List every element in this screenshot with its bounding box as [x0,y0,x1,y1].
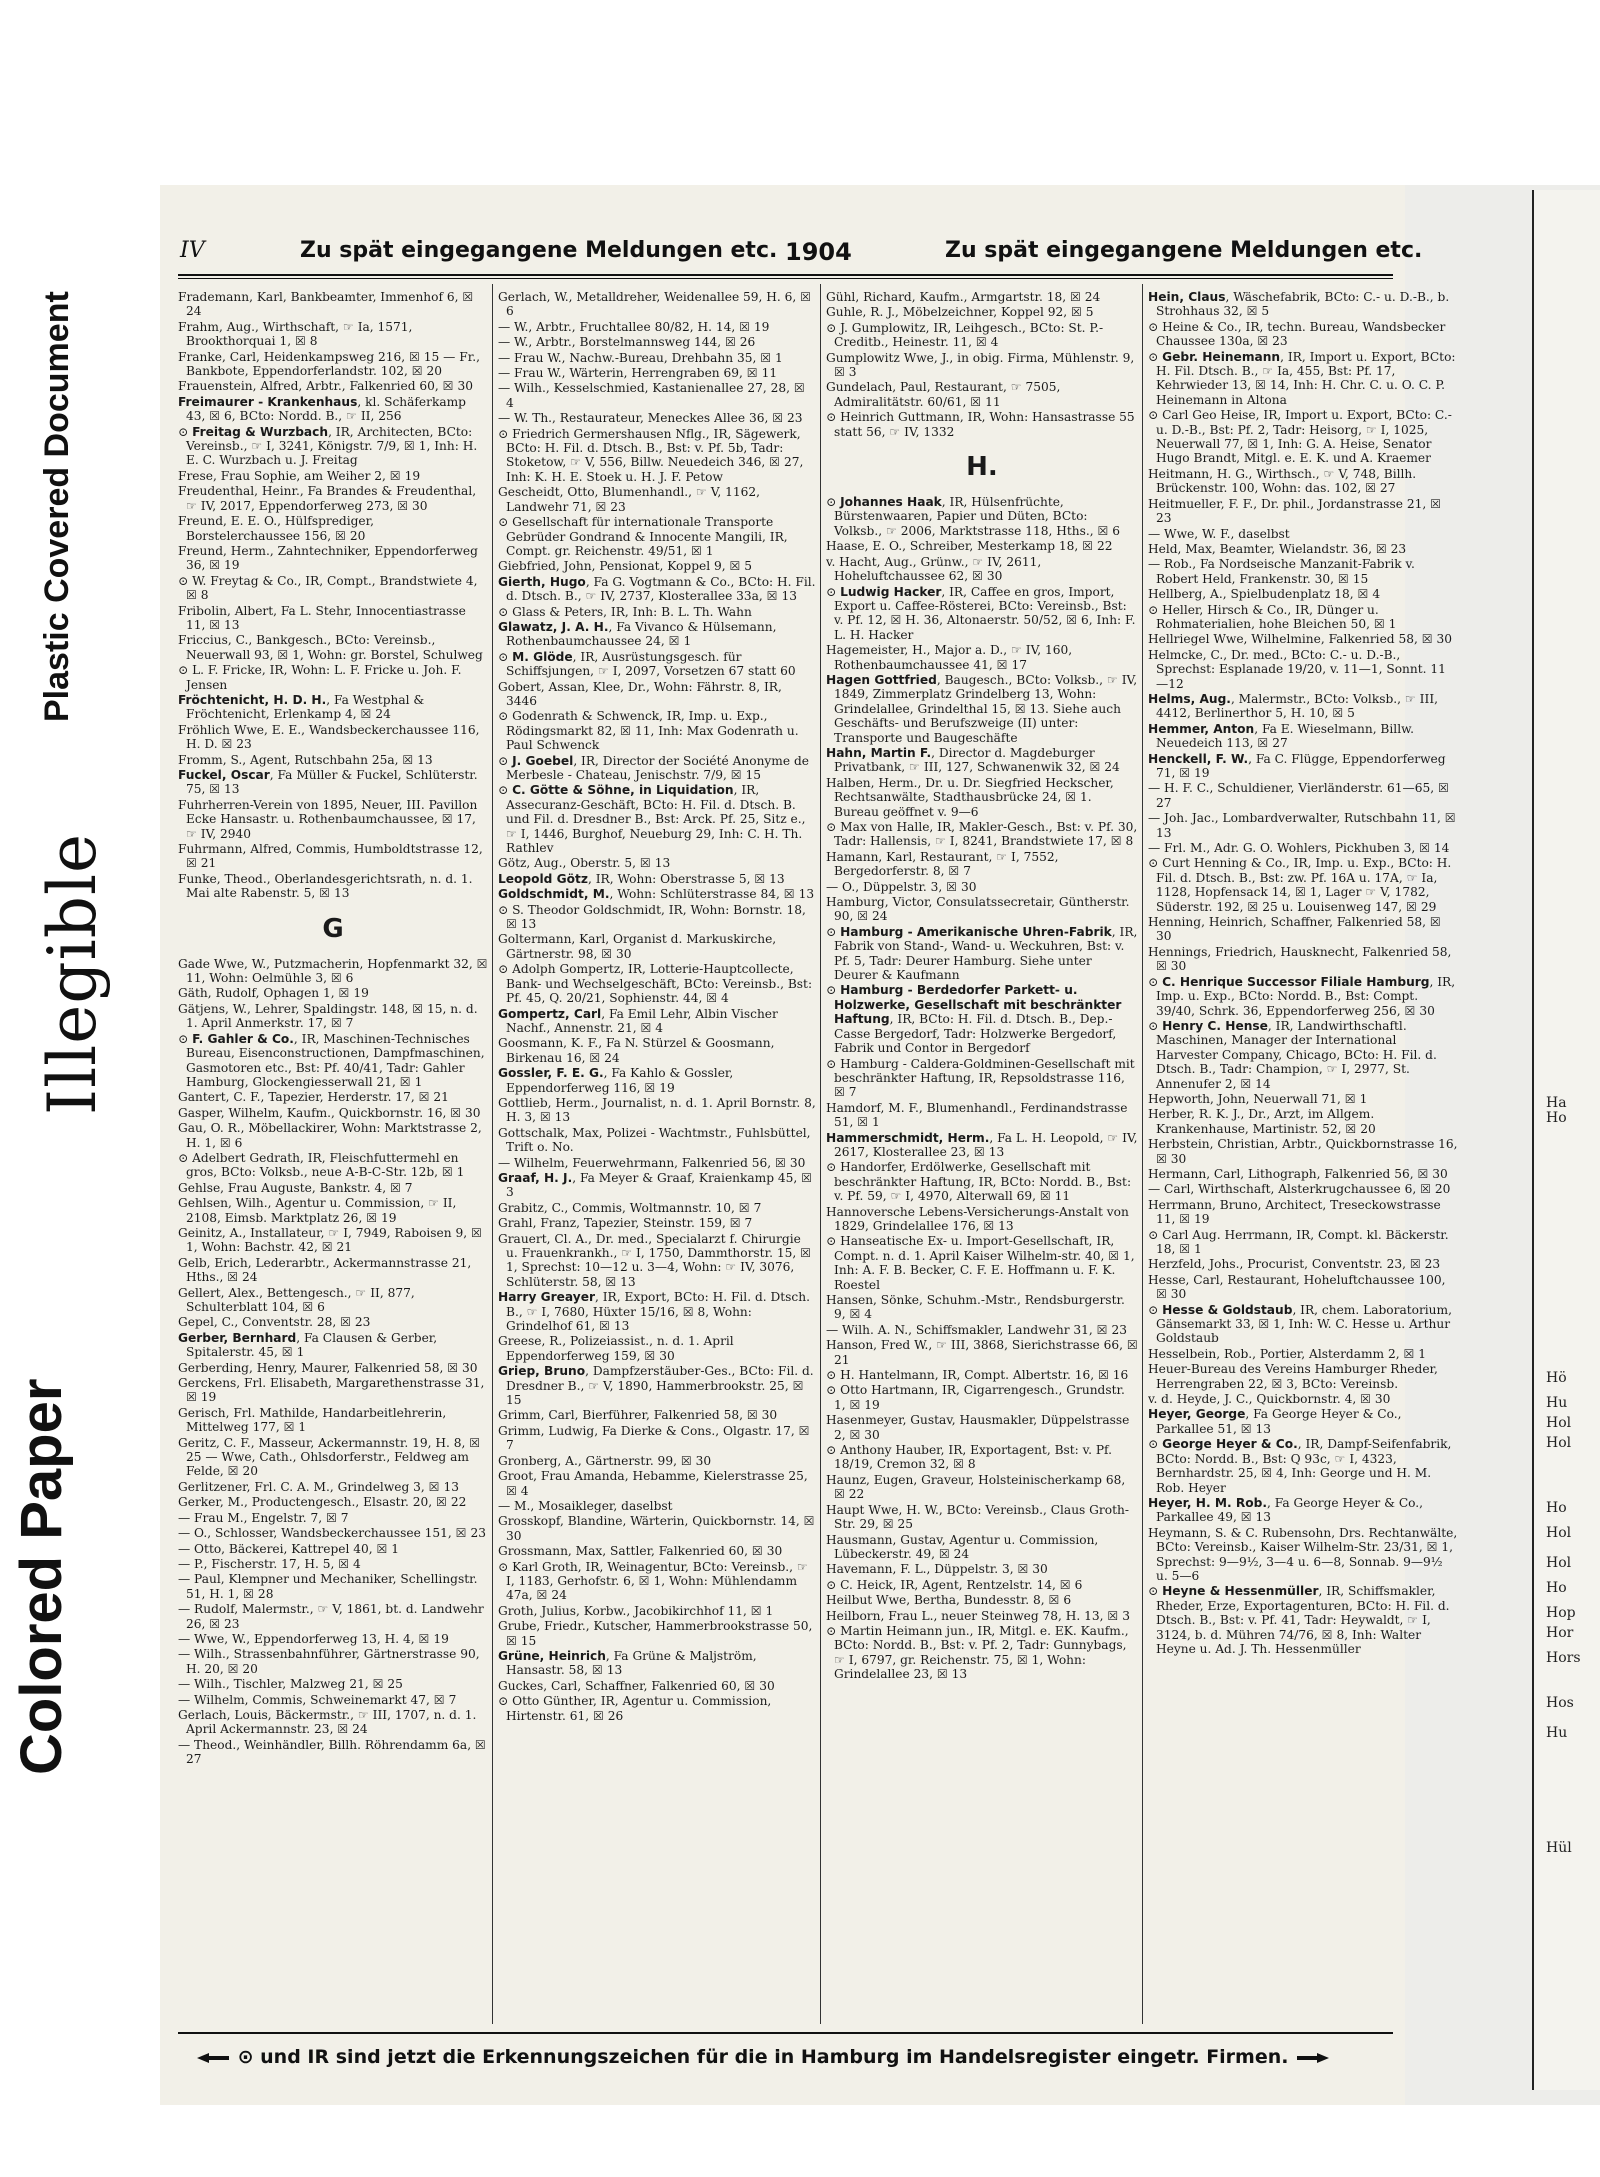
directory-entry: ⊙ Hesse & Goldstaub, IR, chem. Laboratorium, Gänsemarkt 33, ☒ 1, Inh: W. C. Hesse u. Arthur Goldstaub [1148,1302,1452,1346]
directory-entry: Heymann, S. & C. Rubensohn, Drs. Rechtanwälte, BCto: Vereinsb., Kaiser Wilhelm-Str. 23/31, ☒ 1, Sprechst: 9—9½, 3—4 u. 6—8, Sonnab. 9—9½ u. 5—6 [1148,1525,1458,1583]
directory-entry: — P., Fischerstr. 17, H. 5, ☒ 4 [178,1556,361,1571]
directory-entry: ⊙ Heyne & Hessenmüller, IR, Schiffsmakler, Rheder, Erze, Exportagenturen, BCto: H. Fil. d. Dtsch. B., Bst: v. Pf. 41, Tadr: Heywaldt, ☞ I, 3124, b. d. Mühren 74/76, ☒ 8, Inh: Walter Heyne u. Ad. J. Th. Hessenmüller [1148,1584,1450,1656]
directory-entry: — Carl, Wirthschaft, Alsterkrugchaussee 6, ☒ 20 [1148,1182,1451,1197]
entry-name: Gerber, Bernhard [178,1330,297,1345]
entry-name: M. Glöde [512,649,573,664]
directory-entry: ⊙ Ludwig Hacker, IR, Caffee en gros, Import, Export u. Caffee-Rösterei, BCto: Vereinsb., Bst: v. Pf. 12, ☒ H. 36, Altonaerstr. 50/52, ☒ 6, Inh: F. L. H. Hacker [826,584,1136,642]
directory-entry: Hepworth, John, Neuerwall 71, ☒ 1 [1148,1091,1368,1106]
directory-entry: Leopold Götz, IR, Wohn: Oberstrasse 5, ☒ 13 [498,871,785,886]
directory-entry: Gierth, Hugo, Fa G. Vogtmann & Co., BCto: H. Fil. d. Dtsch. B., ☞ IV, 2737, Klosterallee 33a, ☒ 13 [498,574,816,604]
directory-entry: Halben, Herm., Dr. u. Dr. Siegfried Heckscher, Rechtsanwälte, Stadthausbrücke 24, ☒ 1. Bureau geöffnet v. 9—6 [826,775,1114,819]
directory-entry: ⊙ W. Freytag & Co., IR, Compt., Brandstwiete 4, ☒ 8 [178,573,478,603]
directory-entry: — O., Schlosser, Wandsbeckerchaussee 151, ☒ 23 [178,1526,486,1541]
directory-entry: Guhle, R. J., Möbelzeichner, Koppel 92, ☒ 5 [826,305,1094,320]
adjacent-page-fragment: Hol [1546,1435,1572,1451]
directory-entry: Fuhrherren-Verein von 1895, Neuer, III. Pavillon Ecke Hansastr. u. Rothenbaumchaussee, ☒ 17, ☞ IV, 2940 [178,797,478,841]
directory-entry: Hamdorf, M. F., Blumenhandl., Ferdinandstrasse 51, ☒ 1 [826,1100,1128,1130]
adjacent-page-strip [1532,190,1600,2090]
directory-entry: — Wilh. A. N., Schiffsmakler, Landwehr 31, ☒ 23 [826,1322,1127,1337]
adjacent-page-fragment: Hu [1546,1725,1568,1741]
directory-entry: Freimaurer - Krankenhaus, kl. Schäferkamp 43, ☒ 6, BCto: Nordd. B., ☞ II, 256 [178,394,466,424]
directory-entry: Grube, Friedr., Kutscher, Hammerbrookstrasse 50, ☒ 15 [498,1619,813,1648]
directory-entry: ⊙ Hamburg - Amerikanische Uhren-Fabrik, IR, Fabrik von Stand-, Wand- u. Weckuhren, Bst: v. Pf. 5, Tadr: Deurer Hamburg. Siehe unter Deurer & Kaufmann [826,924,1138,983]
directory-entry: Gompertz, Carl, Fa Emil Lehr, Albin Vischer Nachf., Annenstr. 21, ☒ 4 [498,1006,778,1035]
entry-name: Graaf, H. J. [498,1170,573,1185]
directory-entry: ⊙ Handorfer, Erdölwerke, Gesellschaft mit beschränkter Haftung, IR, BCto: Nordd. B., Bst: v. Pf. 59, ☞ I, 4970, Alterwall 69, ☒ 11 [826,1160,1132,1204]
entry-name: J. Goebel [512,753,574,768]
adjacent-page-fragment: Hop [1546,1605,1576,1621]
directory-entry: Gasper, Wilhelm, Kaufm., Quickbornstr. 16, ☒ 30 [178,1105,481,1120]
adjacent-page-fragment: Ho [1546,1580,1567,1596]
directory-entry: ⊙ Carl Geo Heise, IR, Import u. Export, BCto: C.- u. D.-B., Bst: Pf. 2, Tadr: Heisorg, ☞ I, 1025, Neuerwall 77, ☒ 1, Inh: G. A. Heise, Senator Hugo Brandt, Mitgl. e. E. K. und A. Kraemer [1148,408,1452,466]
directory-entry: Herber, R. K. J., Dr., Arzt, im Allgem. Krankenhause, Martinistr. 52, ☒ 20 [1148,1107,1376,1136]
directory-entry: Fröhlich Wwe, E. E., Wandsbeckerchaussee 116, H. D. ☒ 23 [178,722,480,752]
directory-entry: Gehlse, Frau Auguste, Bankstr. 4, ☒ 7 [178,1180,413,1195]
directory-entry: Hasenmeyer, Gustav, Hausmakler, Düppelstrasse 2, ☒ 30 [826,1413,1130,1442]
directory-entry: — Wwe, W. F., daselbst [1148,526,1290,541]
directory-column-2 [498,290,816,2025]
directory-entry: Harry Greayer, IR, Export, BCto: H. Fil. d. Dtsch. B., ☞ I, 7680, Hüxter 15/16, ☒ 8, Wohn: Grindelhof 61, ☒ 13 [498,1290,810,1334]
directory-column-3 [826,290,1138,2025]
side-label-colored: Colored Paper [9,1378,74,1775]
directory-entry: ⊙ Johannes Haak, IR, Hülsenfrüchte, Bürstenwaaren, Papier und Düten, BCto: Volksb., ☞ 2006, Marktstrasse 118, Hths., ☒ 6 [826,495,1121,538]
directory-entry: ⊙ Hamburg - Berdedorfer Parkett- u. Holzwerke, Gesellschaft mit beschränkter Haftung, IR, BCto: H. Fil. d. Dtsch. B., Dep.-Casse Bergedorf, Tadr: Holzwerke Bergedorf, Fabrik und Contor in Bergedorf [826,983,1122,1056]
directory-entry: Gantert, C. F., Tapezier, Herderstr. 17, ☒ 21 [178,1090,449,1105]
directory-entry: Frese, Frau Sophie, am Weiher 2, ☒ 19 [178,468,421,483]
footer-note: ⊙ und IR sind jetzt die Erkennungszeichen für die in Hamburg im Handelsregister eingetr. Firmen. [237,2046,1289,2068]
directory-entry: ⊙ Gesellschaft für internationale Transporte Gebrüder Gondrand & Innocente Mangili, IR, Compt. gr. Reichenstr. 49/51, ☒ 1 [498,515,788,558]
directory-entry: — Wilhelm, Commis, Schweinemarkt 47, ☒ 7 [178,1692,457,1707]
adjacent-page-fragment: Hol [1546,1525,1572,1541]
directory-entry: Heuer-Bureau des Vereins Hamburger Rheder, Herrengraben 22, ☒ 3, BCto: Vereinsb. [1148,1362,1438,1391]
directory-entry: — W. Th., Restaurateur, Meneckes Allee 36, ☒ 23 [498,411,803,426]
directory-entry: — H. F. C., Schuldiener, Vierländerstr. 61—65, ☒ 27 [1148,781,1449,810]
directory-entry: — Wilh., Tischler, Malzweg 21, ☒ 25 [178,1677,403,1692]
directory-entry: Freudenthal, Heinr., Fa Brandes & Freudenthal, ☞ IV, 2017, Eppendorferweg 273, ☒ 30 [178,484,477,513]
directory-entry: Gerckens, Frl. Elisabeth, Margarethenstrasse 31, ☒ 19 [178,1376,485,1405]
directory-entry: ⊙ J. Gumplowitz, IR, Leihgesch., BCto: St. P.-Creditb., Heinestr. 11, ☒ 4 [826,320,1104,350]
directory-entry: — Wilh., Kesselschmied, Kastanienallee 27, 28, ☒ 4 [498,381,805,410]
directory-entry: Herzfeld, Johs., Procurist, Conventstr. 23, ☒ 23 [1148,1257,1441,1272]
entry-name: Hamburg - Amerikanische Uhren-Fabrik [840,924,1112,939]
directory-entry: ⊙ C. Heick, IR, Agent, Rentzelstr. 14, ☒ 6 [826,1577,1083,1592]
entry-name: Henry C. Hense [1162,1018,1268,1033]
directory-entry: Goosmann, K. F., Fa N. Stürzel & Goosmann, Birkenau 16, ☒ 24 [498,1036,775,1065]
directory-entry: ⊙ C. Götte & Söhne, in Liquidation, IR, Assecuranz-Geschäft, BCto: H. Fil. d. Dtsch. B. und Fil. d. Dresdner B., Bst: Arck. Pf. 25, Sitz e., ☞ I, 1446, Burghof, Neueburg 29, Inh: C. H. Th. Rathlev [498,783,806,856]
adjacent-page-fragment: Ha [1546,1095,1567,1111]
directory-entry: — Rudolf, Malermstr., ☞ V, 1861, bt. d. Landwehr 26, ☒ 23 [178,1602,484,1631]
directory-entry: Gerker, M., Productengesch., Elsastr. 20, ☒ 22 [178,1495,467,1510]
page-footer [195,2046,1395,2086]
directory-entry: Gundelach, Paul, Restaurant, ☞ 7505, Admiralitätstr. 60/61, ☒ 11 [826,380,1061,409]
directory-entry: Groot, Frau Amanda, Hebamme, Kielerstrasse 25, ☒ 4 [498,1469,808,1498]
directory-entry: Hanson, Fred W., ☞ III, 3868, Sierichstrasse 66, ☒ 21 [826,1338,1138,1367]
header-rule-thin [178,278,1393,279]
directory-entry: ⊙ F. Gahler & Co., IR, Maschinen-Technisches Bureau, Eisenconstructionen, Dampfmaschinen, Gasmotoren etc., Bst: Pf. 40/41, Tadr: Gahler Hamburg, Glockengiesserwall 21, ☒ 1 [178,1031,485,1089]
adjacent-page-fragment: Hö [1546,1370,1567,1386]
directory-entry: Gescheidt, Otto, Blumenhandl., ☞ V, 1162, Landwehr 71, ☒ 23 [498,485,761,514]
directory-entry: Hausmann, Gustav, Agentur u. Commission, Lübeckerstr. 49, ☒ 24 [826,1532,1099,1561]
directory-entry: Gobert, Assan, Klee, Dr., Wohn: Fährstr. 8, IR, 3446 [498,679,782,708]
directory-entry: — Rob., Fa Nordseische Manzanit-Fabrik v. Robert Held, Frankenstr. 30, ☒ 15 [1148,557,1415,586]
directory-entry: ⊙ Henry C. Hense, IR, Landwirthschaftl. Maschinen, Manager der International Harvester Company, Chicago, BCto: H. Fil. d. Dtsch. B., Tadr: Champion, ☞ I, 2977, St. Annenufer 2, ☒ 14 [1148,1018,1437,1091]
directory-entry: Hellberg, A., Spielbudenplatz 18, ☒ 4 [1148,587,1381,602]
directory-entry: Gätjens, W., Lehrer, Spaldingstr. 148, ☒ 15, n. d. 1. April Anmerkstr. 17, ☒ 7 [178,1001,478,1031]
directory-entry: — Paul, Klempner und Mechaniker, Schellingstr. 51, H. 1, ☒ 28 [178,1572,478,1601]
adjacent-page-fragment: Hül [1546,1840,1572,1856]
entry-name: Glawatz, J. A. H. [498,619,609,634]
entry-name: F. Gahler & Co. [192,1031,294,1046]
directory-entry: — Wilh., Strassenbahnführer, Gärtnerstrasse 90, H. 20, ☒ 20 [178,1647,480,1676]
entry-name: Hagen Gottfried [826,672,937,687]
adjacent-page-fragment: Hor [1546,1625,1574,1641]
directory-entry: Götz, Aug., Oberstr. 5, ☒ 13 [498,856,671,871]
directory-entry: Fröchtenicht, H. D. H., Fa Westphal & Fröchtenicht, Erlenkamp 4, ☒ 24 [178,692,425,722]
directory-entry: Hermann, Carl, Lithograph, Falkenried 56, ☒ 30 [1148,1166,1448,1181]
directory-entry: Hesse, Carl, Restaurant, Hoheluftchaussee 100, ☒ 30 [1148,1272,1446,1302]
directory-entry: ⊙ Hanseatische Ex- u. Import-Gesellschaft, IR, Compt. n. d. 1. April Kaiser Wilhelm-str. 40, ☒ 1, Inh: A. F. B. Becker, C. F. E. Hoffmann u. F. K. Roestel [826,1234,1135,1292]
directory-entry: Heilborn, Frau L., neuer Steinweg 78, H. 13, ☒ 3 [826,1608,1130,1623]
directory-entry: Heilbut Wwe, Bertha, Bundesstr. 8, ☒ 6 [826,1593,1072,1608]
side-label-illegible: Illegible [34,832,111,1115]
entry-name: Gebr. Heinemann [1162,349,1281,364]
directory-entry: Heitmann, H. G., Wirthsch., ☞ V, 748, Billh. Brückenstr. 100, Wohn: das. 102, ☒ 27 [1148,466,1417,496]
entry-name: Grüne, Heinrich [498,1648,606,1663]
directory-entry: Hamburg, Victor, Consulatssecretair, Güntherstr. 90, ☒ 24 [826,895,1130,924]
entry-name: George Heyer & Co. [1162,1437,1298,1452]
column-divider [820,284,821,2024]
entry-name: Hammerschmidt, Herm. [826,1130,990,1145]
directory-entry: Heitmueller, F. F., Dr. phil., Jordanstrasse 21, ☒ 23 [1148,496,1442,526]
directory-entry: Herrmann, Bruno, Architect, Treseckowstrasse 11, ☒ 19 [1148,1197,1441,1227]
directory-entry: Gerlach, W., Metalldreher, Weidenallee 59, H. 6, ☒ 6 [498,290,812,319]
section-letter-heading: G [322,913,344,944]
entry-name: Heyne & Hessenmüller [1162,1584,1319,1599]
entry-name: Ludwig Hacker [840,584,942,599]
column-divider [1142,284,1143,2024]
directory-entry: Gerisch, Frl. Mathilde, Handarbeitlehrerin, Mittelweg 177, ☒ 1 [178,1405,447,1435]
directory-entry: Gühl, Richard, Kaufm., Armgartstr. 18, ☒ 24 [826,290,1101,304]
column-divider [492,284,493,2024]
directory-entry: Gade Wwe, W., Putzmacherin, Hopfenmarkt 32, ☒ 11, Wohn: Oelmühle 3, ☒ 6 [178,956,488,986]
entry-name: Gossler, F. E. G. [498,1066,604,1081]
directory-entry: ⊙ Karl Groth, IR, Weinagentur, BCto: Vereinsb., ☞ I, 1183, Gerhofstr. 6, ☒ 1, Wohn: Mühlendamm 47a, ☒ 24 [498,1559,808,1603]
directory-entry: Greese, R., Polizeiassist., n. d. 1. April Eppendorferweg 159, ☒ 30 [498,1334,734,1363]
directory-entry: — Theod., Weinhändler, Billh. Röhrendamm 6a, ☒ 27 [178,1737,486,1767]
entry-name: Hemmer, Anton [1148,721,1255,736]
entry-name: Johannes Haak [840,495,942,510]
directory-entry: ⊙ Hamburg - Caldera-Goldminen-Gesellschaft mit beschränkter Haftung, IR, Repsoldstrasse 116, ☒ 7 [826,1056,1135,1100]
directory-entry: Gehlsen, Wilh., Agentur u. Commission, ☞ II, 2108, Eimsb. Marktplatz 26, ☒ 19 [178,1196,457,1225]
entry-name: Henckell, F. W. [1148,751,1249,766]
directory-entry: Glawatz, J. A. H., Fa Vivanco & Hülsemann, Rothenbaumchaussee 24, ☒ 1 [498,619,777,649]
directory-entry: Hein, Claus, Wäschefabrik, BCto: C.- u. D.-B., b. Strohhaus 32, ☒ 5 [1148,290,1450,319]
entry-name: Fröchtenicht, H. D. H. [178,692,327,707]
header-title-right: Zu spät eingegangene Meldungen etc. [945,238,1423,263]
directory-entry: Grauert, Cl. A., Dr. med., Specialarzt f. Chirurgie u. Frauenkrankh., ☞ I, 1750, Dammthorstr. 15, ☒ 1, Sprechst: 10—12 u. 3—4, Wohn: ☞ IV, 3076, Schlüterstr. 58, ☒ 13 [498,1231,811,1289]
entry-name: Hein, Claus [1148,290,1226,304]
directory-entry: Grosskopf, Blandine, Wärterin, Quickbornstr. 14, ☒ 30 [498,1514,815,1543]
directory-entry: Fribolin, Albert, Fa L. Stehr, Innocentiastrasse 11, ☒ 13 [178,603,466,632]
pointing-hand-left-icon [195,2051,231,2065]
directory-entry: Hannoversche Lebens-Versicherungs-Anstalt von 1829, Grindelallee 176, ☒ 13 [826,1204,1129,1233]
directory-entry: Gronberg, A., Gärtnerstr. 99, ☒ 30 [498,1453,712,1468]
directory-entry: Henning, Heinrich, Schaffner, Falkenried 58, ☒ 30 [1148,915,1441,944]
page-header [180,232,1423,272]
entry-name: Hesse & Goldstaub [1162,1302,1293,1317]
directory-entry: Haunz, Eugen, Graveur, Holsteinischerkamp 68, ☒ 22 [826,1472,1126,1502]
directory-entry: Heyer, George, Fa George Heyer & Co., Parkallee 51, ☒ 13 [1148,1407,1402,1436]
directory-entry: Gellert, Alex., Bettengesch., ☞ II, 877, Schulterblatt 104, ☒ 6 [178,1285,415,1314]
directory-entry: ⊙ L. F. Fricke, IR, Wohn: L. F. Fricke u. Joh. F. Jensen [178,663,462,692]
directory-entry: ⊙ Heller, Hirsch & Co., IR, Dünger u. Rohmaterialien, hohe Bleichen 50, ☒ 1 [1148,602,1397,631]
entry-name: Harry Greayer [498,1290,595,1305]
directory-entry: Hagen Gottfried, Baugesch., BCto: Volksb., ☞ IV, 1849, Zimmerplatz Grindelberg 13, Wohn: Grindelallee, Grindelthal 15, ☒ 13. Siehe auch Geschäfts- und Berufszweige (II) unter: Transporte und Baugeschäfte [826,672,1138,745]
adjacent-page-fragment: Hu [1546,1395,1568,1411]
directory-entry: Haupt Wwe, H. W., BCto: Vereinsb., Claus Groth-Str. 29, ☒ 25 [826,1502,1129,1532]
directory-entry: Grahl, Franz, Tapezier, Steinstr. 159, ☒ 7 [498,1216,753,1231]
directory-entry: ⊙ Otto Hartmann, IR, Cigarrengesch., Grundstr. 1, ☒ 19 [826,1383,1125,1412]
directory-entry: Grüne, Heinrich, Fa Grüne & Maljström, Hansastr. 58, ☒ 13 [498,1648,757,1678]
directory-entry: ⊙ Max von Halle, IR, Makler-Gesch., Bst: v. Pf. 30, Tadr: Hallensis, ☞ I, 8241, Brandstwiete 17, ☒ 8 [826,820,1138,849]
directory-entry: Gau, O. R., Möbellackirer, Wohn: Marktstrasse 2, H. 1, ☒ 6 [178,1121,482,1150]
directory-entry: Gäth, Rudolf, Ophagen 1, ☒ 19 [178,986,369,1001]
directory-entry: Hellriegel Wwe, Wilhelmine, Falkenried 58, ☒ 30 [1148,632,1453,647]
entry-name: Fuckel, Oscar [178,768,270,782]
adjacent-page-fragment: Hol [1546,1415,1572,1431]
directory-entry: Gerber, Bernhard, Fa Clausen & Gerber, Spitalerstr. 45, ☒ 1 [178,1330,438,1360]
directory-entry: Frauenstein, Alfred, Arbtr., Falkenried 60, ☒ 30 [178,379,473,394]
pointing-hand-right-icon [1295,2051,1331,2065]
directory-entry: ⊙ Otto Günther, IR, Agentur u. Commission, Hirtenstr. 61, ☒ 26 [498,1694,772,1723]
page-number: IV [180,238,205,263]
directory-entry: ⊙ Gebr. Heinemann, IR, Import u. Export, BCto: H. Fil. Dtsch. B., ☞ Ia, 455, Bst: Pf. 17, Kehrwieder 13, ☒ 14, Inh: H. Chr. C. u. O. C. P. Heinemann in Altona [1148,349,1456,407]
directory-entry: Friccius, C., Bankgesch., BCto: Vereinsb., Neuerwall 93, ☒ 1, Wohn: gr. Borstel, Schulweg [178,633,483,662]
directory-entry: Groth, Julius, Korbw., Jacobikirchhof 11, ☒ 1 [498,1603,774,1618]
entry-name: Freimaurer - Krankenhaus [178,394,358,409]
directory-entry: — Frau W., Nachw.-Bureau, Drehbahn 35, ☒ 1 [498,350,783,365]
directory-entry: ⊙ Curt Henning & Co., IR, Imp. u. Exp., BCto: H. Fil. d. Dtsch. B., Bst: zw. Pf. 16A u. 17A, ☞ Ia, 1128, Hopfensack 14, ☒ 1, Lager ☞ V, 1782, Süderstr. 192, ☒ 25 u. Louisenweg 147, ☒ 29 [1148,856,1452,914]
directory-entry: Hemmer, Anton, Fa E. Wieselmann, Billw. Neuedeich 113, ☒ 27 [1148,721,1414,751]
directory-entry: Gumplowitz Wwe, J., in obig. Firma, Mühlenstr. 9, ☒ 3 [826,350,1135,380]
directory-column-1 [178,290,488,2025]
directory-entry: Hamann, Karl, Restaurant, ☞ I, 7552, Bergedorferstr. 8, ☒ 7 [826,849,1059,879]
directory-entry: Grimm, Ludwig, Fa Dierke & Cons., Olgastr. 17, ☒ 7 [498,1423,810,1453]
directory-entry: ⊙ Glass & Peters, IR, Inh: B. L. Th. Wahn [498,604,752,619]
directory-entry: ⊙ Adolph Gompertz, IR, Lotterie-Hauptcollecte, Bank- und Wechselgeschäft, BCto: Vereinsb., Bst: Pf. 45, Q. 20/21, Sophienstr. 44, ☒ 4 [498,962,813,1006]
directory-entry: Grabitz, C., Commis, Woltmannstr. 10, ☒ 7 [498,1200,762,1215]
directory-entry: ⊙ Martin Heimann jun., IR, Mitgl. e. EK. Kaufm., BCto: Nordd. B., Bst: v. Pf. 2, Tadr: Gunnybags, ☞ I, 6797, gr. Reichenstr. 75, ☒ 1, Wohn: Grindelallee 23, ☒ 13 [826,1623,1129,1682]
directory-entry: Hahn, Martin F., Director d. Magdeburger Privatbank, ☞ III, 127, Schwanenwik 32, ☒ 24 [826,745,1120,775]
header-rule [178,274,1393,276]
directory-entry: Freund, E. E. O., Hülfsprediger, Borstelerchaussee 156, ☒ 20 [178,514,374,543]
directory-entry: ⊙ Freitag & Wurzbach, IR, Architecten, BCto: Vereinsb., ☞ I, 3241, Königstr. 7/9, ☒ 1, Inh: H. E. C. Wurzbach u. J. Freitag [178,424,478,468]
directory-entry: Gottschalk, Max, Polizei - Wachtmstr., Fuhlsbüttel, Trift o. No. [498,1125,811,1155]
entry-name: Leopold Götz [498,871,588,886]
directory-entry: Gerlitzener, Frl. C. A. M., Grindelweg 3, ☒ 13 [178,1479,459,1494]
directory-entry: Held, Max, Beamter, Wielandstr. 36, ☒ 23 [1148,541,1407,556]
directory-entry: Helmcke, C., Dr. med., BCto: C.- u. D.-B., Sprechst: Esplanade 19/20, v. 11—1, Sonnt. 11—12 [1148,647,1446,691]
directory-entry: Graaf, H. J., Fa Meyer & Graaf, Kraienkamp 45, ☒ 3 [498,1170,813,1200]
directory-entry: Grimm, Carl, Bierführer, Falkenried 58, ☒ 30 [498,1408,778,1423]
directory-entry: Herbstein, Christian, Arbtr., Quickbornstrasse 16, ☒ 30 [1148,1137,1458,1166]
directory-entry: Gossler, F. E. G., Fa Kahlo & Gossler, Eppendorferweg 116, ☒ 19 [498,1066,734,1095]
directory-entry: Guckes, Carl, Schaffner, Falkenried 60, ☒ 30 [498,1678,775,1693]
entry-name: Hamburg - Berdedorfer Parkett- u. Holzwerke, Gesellschaft mit beschränkter Haftung [834,983,1122,1027]
directory-entry: ⊙ S. Theodor Goldschmidt, IR, Wohn: Bornstr. 18, ☒ 13 [498,902,806,932]
directory-entry: Hennings, Friedrich, Hausknecht, Falkenried 58, ☒ 30 [1148,944,1452,974]
entry-name: Freitag & Wurzbach [192,424,329,439]
footer-rule [178,2032,1393,2034]
directory-entry: Fromm, S., Agent, Rutschbahn 25a, ☒ 13 [178,752,433,767]
directory-entry: Goltermann, Karl, Organist d. Markuskirche, Gärtnerstr. 98, ☒ 30 [498,932,777,961]
directory-entry: Giebfried, John, Pensionat, Koppel 9, ☒ 5 [498,559,753,574]
directory-entry: Gepel, C., Conventstr. 28, ☒ 23 [178,1315,371,1330]
directory-entry: Heyer, H. M. Rob., Fa George Heyer & Co., Parkallee 49, ☒ 13 [1148,1495,1424,1525]
adjacent-page-fragment: Ho [1546,1110,1567,1126]
directory-entry: Fuhrmann, Alfred, Commis, Humboldtstrasse 12, ☒ 21 [178,842,483,871]
directory-entry: Frademann, Karl, Bankbeamter, Immenhof 6, ☒ 24 [178,290,474,319]
directory-entry: ⊙ Heinrich Guttmann, IR, Wohn: Hansastrasse 55 statt 56, ☞ IV, 1332 [826,410,1135,439]
directory-entry: Gerlach, Louis, Bäckermstr., ☞ III, 1707, n. d. 1. April Ackermannstr. 23, ☒ 24 [178,1707,477,1737]
directory-column-4 [1148,290,1458,2025]
directory-entry: Helms, Aug., Malermstr., BCto: Volksb., ☞ III, 4412, Berlinerthor 5, H. 10, ☒ 5 [1148,691,1439,721]
directory-entry: Geritz, C. F., Masseur, Ackermannstr. 19, H. 8, ☒ 25 — Wwe, Cath., Ohlsdorferstr., Feldweg am Felde, ☒ 20 [178,1435,481,1479]
directory-entry: — W., Arbtr., Fruchtallee 80/82, H. 14, ☒ 19 [498,319,770,334]
directory-entry: — W., Arbtr., Borstelmannsweg 144, ☒ 26 [498,335,756,350]
directory-entry: — O., Düppelstr. 3, ☒ 30 [826,879,977,894]
directory-entry: Franke, Carl, Heidenkampsweg 216, ☒ 15 — Fr., Bankbote, Eppendorferlandstr. 102, ☒ 20 [178,349,480,379]
directory-entry: — Wwe, W., Eppendorferweg 13, H. 4, ☒ 19 [178,1631,449,1646]
directory-entry: Gottlieb, Herm., Journalist, n. d. 1. April Bornstr. 8, H. 3, ☒ 13 [498,1095,816,1125]
entry-name: Heyer, H. M. Rob. [1148,1495,1267,1510]
directory-entry: ⊙ J. Goebel, IR, Director der Société Anonyme de Merbesle - Chateau, Jenischstr. 7/9, ☒ 15 [498,753,809,782]
directory-entry: — Frau W., Wärterin, Herrengraben 69, ☒ 11 [498,366,778,381]
side-label-plastic: Plastic Covered Document [38,291,76,722]
directory-entry: ⊙ Godenrath & Schwenck, IR, Imp. u. Exp., Rödingsmarkt 82, ☒ 11, Inh: Max Godenrath u. Paul Schwenck [498,709,799,753]
entry-name: C. Henrique Successor Filiale Hamburg [1162,974,1430,989]
directory-entry: Funke, Theod., Oberlandesgerichtsrath, n. d. 1. Mai alte Rabenstr. 5, ☒ 13 [178,871,473,901]
header-year: 1904 [785,238,852,266]
directory-entry: Griep, Bruno, Dampfzerstäuber-Ges., BCto: Fil. d. Dresdner B., ☞ V, 1890, Hammerbrookstr. 25, ☒ 15 [498,1364,814,1408]
directory-entry: Hammerschmidt, Herm., Fa L. H. Leopold, ☞ IV, 2617, Klosterallee 23, ☒ 13 [826,1130,1138,1159]
adjacent-page-fragment: Ho [1546,1500,1567,1516]
header-title-left: Zu spät eingegangene Meldungen etc. [300,238,778,263]
directory-entry: — Wilhelm, Feuerwehrmann, Falkenried 56, ☒ 30 [498,1155,806,1170]
directory-entry: Geinitz, A., Installateur, ☞ I, 7949, Raboisen 9, ☒ 1, Wohn: Bachstr. 42, ☒ 21 [178,1225,482,1255]
directory-entry: ⊙ George Heyer & Co., IR, Dampf-Seifenfabrik, BCto: Nordd. B., Bst: Q 93c, ☞ I, 4323, Bernhardstr. 25, ☒ 4, Inh: George und H. M. Rob. Heyer [1148,1437,1452,1495]
directory-entry: Havemann, F. L., Düppelstr. 3, ☒ 30 [826,1562,1048,1577]
directory-entry: — M., Mosaikleger, daselbst [498,1498,673,1513]
directory-entry: Henckell, F. W., Fa C. Flügge, Eppendorferweg 71, ☒ 19 [1148,751,1446,780]
adjacent-page-fragment: Hol [1546,1555,1572,1571]
directory-entry: Hansen, Sönke, Schuhm.-Mstr., Rendsburgerstr. 9, ☒ 4 [826,1293,1125,1322]
entry-name: Heyer, George [1148,1407,1246,1422]
directory-entry: ⊙ M. Glöde, IR, Ausrüstungsgesch. für Schiffsjungen, ☞ I, 2097, Vorsetzen 67 statt 60 [498,649,796,679]
section-letter-heading: H. [966,452,998,483]
entry-name: Helms, Aug. [1148,691,1231,706]
entry-name: Gompertz, Carl [498,1006,602,1021]
directory-entry: Hesselbein, Rob., Portier, Alsterdamm 2, ☒ 1 [1148,1346,1427,1361]
directory-entry: Freund, Herm., Zahntechniker, Eppendorferweg 36, ☒ 19 [178,543,478,573]
entry-name: Hahn, Martin F. [826,745,932,760]
directory-entry: ⊙ Friedrich Germershausen Nflg., IR, Sägewerk, BCto: H. Fil. d. Dtsch. B., Bst: v. Pf. 5b, Tadr: Stoketow, ☞ V, 556, Billw. Neuedeich 346, ☒ 27, Inh: K. H. E. Stoek u. H. J. F. Petow [498,426,804,484]
directory-entry: Goldschmidt, M., Wohn: Schlüterstrasse 84, ☒ 13 [498,887,815,902]
directory-entry: v. Hacht, Aug., Grünw., ☞ IV, 2611, Hoheluftchaussee 62, ☒ 30 [826,554,1042,584]
directory-entry: v. d. Heyde, J. C., Quickbornstr. 4, ☒ 30 [1148,1392,1391,1407]
directory-entry: Grossmann, Max, Sattler, Falkenried 60, ☒ 30 [498,1544,783,1559]
directory-entry: ⊙ Anthony Hauber, IR, Exportagent, Bst: v. Pf. 18/19, Cremon 32, ☒ 8 [826,1443,1112,1472]
directory-entry: Frahm, Aug., Wirthschaft, ☞ Ia, 1571, Brookthorquai 1, ☒ 8 [178,319,413,349]
directory-entry: ⊙ C. Henrique Successor Filiale Hamburg, IR, Imp. u. Exp., BCto: Nordd. B., Bst: Compt. 39/40, Schrk. 36, Eppendorferweg 256, ☒ 30 [1148,974,1456,1018]
entry-name: C. Götte & Söhne, in Liquidation [512,783,734,798]
entry-name: Gierth, Hugo [498,574,586,589]
directory-entry: Gerberding, Henry, Maurer, Falkenried 58, ☒ 30 [178,1360,478,1375]
directory-entry: — Otto, Bäckerei, Kattrepel 40, ☒ 1 [178,1541,400,1556]
adjacent-page-fragment: Hors [1546,1650,1581,1666]
directory-entry: ⊙ H. Hantelmann, IR, Compt. Albertstr. 16, ☒ 16 [826,1368,1129,1383]
directory-entry: — Frau M., Engelstr. 7, ☒ 7 [178,1510,349,1525]
directory-entry: ⊙ Heine & Co., IR, techn. Bureau, Wandsbecker Chaussee 130a, ☒ 23 [1148,319,1446,349]
directory-entry: ⊙ Adelbert Gedrath, IR, Fleischfuttermehl en gros, BCto: Volksb., neue A-B-C-Str. 12b, ☒ 1 [178,1150,465,1180]
directory-entry: — Frl. M., Adr. G. O. Wohlers, Pickhuben 3, ☒ 14 [1148,841,1450,856]
directory-entry: Gelb, Erich, Lederarbtr., Ackermannstrasse 21, Hths., ☒ 24 [178,1255,472,1285]
entry-name: Goldschmidt, M. [498,887,610,902]
directory-entry: — Joh. Jac., Lombardverwalter, Rutschbahn 11, ☒ 13 [1148,811,1456,840]
entry-name: Griep, Bruno [498,1364,586,1379]
adjacent-page-fragment: Hos [1546,1695,1574,1711]
directory-entry: Haase, E. O., Schreiber, Mesterkamp 18, ☒ 22 [826,539,1113,554]
directory-entry: Fuckel, Oscar, Fa Müller & Fuckel, Schlüterstr. 75, ☒ 13 [178,768,478,797]
directory-entry: ⊙ Carl Aug. Herrmann, IR, Compt. kl. Bäckerstr. 18, ☒ 1 [1148,1227,1449,1256]
directory-entry: Hagemeister, H., Major a. D., ☞ IV, 160, Rothenbaumchaussee 41, ☒ 17 [826,643,1073,672]
